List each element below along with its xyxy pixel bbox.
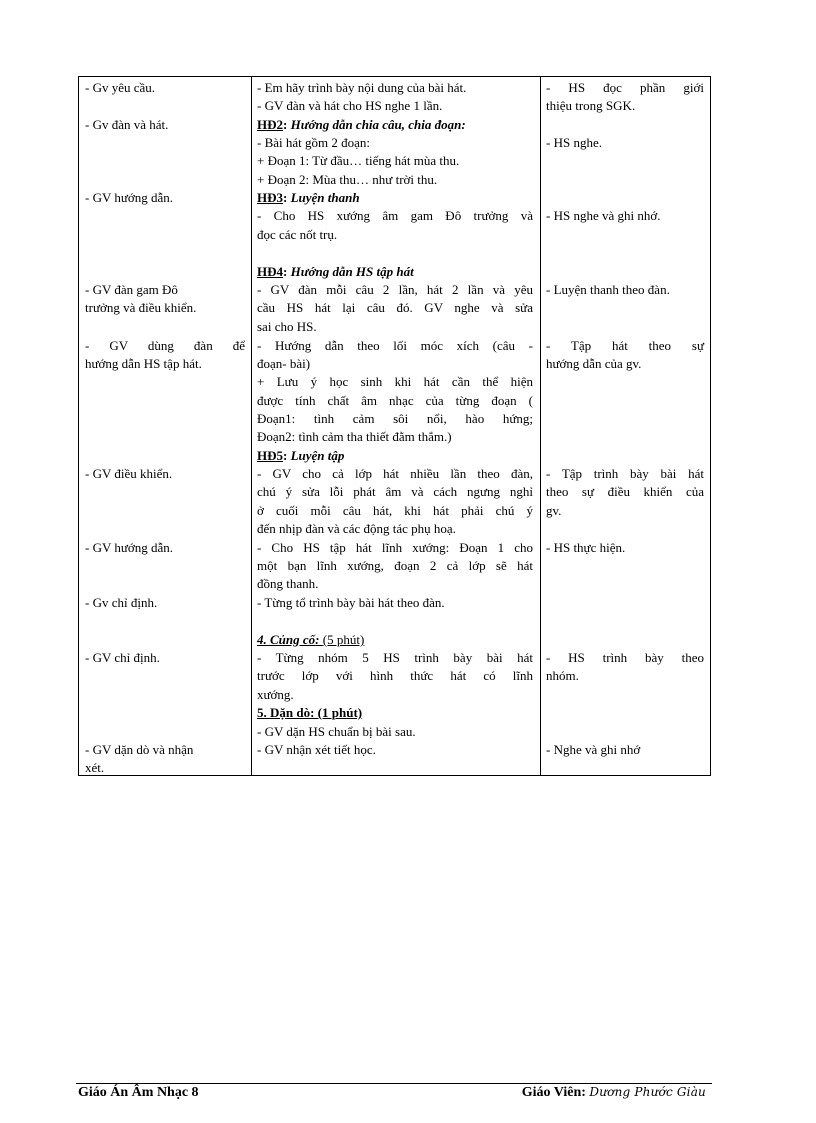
activity-heading: HĐ4: Hướng dẫn HS tập hát (257, 264, 414, 279)
content-line: đoạn- bài) (257, 356, 311, 371)
activity-heading: HĐ2: Hướng dẫn chia câu, chia đoạn: (257, 117, 466, 132)
content-line: ở cuối mỗi câu hát, khi hát phải chú ý (257, 503, 533, 518)
student-activity: gv. (546, 503, 562, 518)
content-line: cầu HS hát lại câu đó. GV nghe và sửa (257, 300, 533, 315)
lesson-table (78, 76, 711, 776)
teacher-activity: - GV điều khiển. (85, 466, 173, 481)
teacher-activity: xét. (85, 760, 105, 775)
student-activity: - HS đọc phần giới (546, 80, 704, 95)
student-activity: theo sự điều khiển của (546, 484, 704, 499)
teacher-activity: - GV hướng dẫn. (85, 540, 174, 555)
teacher-activity: - GV dặn dò và nhận (85, 742, 194, 757)
student-activity: thiệu trong SGK. (546, 98, 636, 113)
content-line: - Bài hát gồm 2 đoạn: (257, 135, 371, 150)
footer-teacher-label: Giáo Viên: (521, 1085, 586, 1100)
teacher-activity: - Gv đàn và hát. (85, 117, 169, 132)
content-line: đến nhịp đàn và các động tác phụ hoạ. (257, 521, 456, 536)
student-activity: - Luyện thanh theo đàn. (546, 282, 670, 297)
content-line: Đoạn1: tình cảm sôi nổi, hào hứng; (257, 411, 533, 426)
column-divider (540, 77, 541, 775)
teacher-activity: - Gv chỉ định. (85, 595, 158, 610)
teacher-activity: hướng dẫn HS tập hát. (85, 356, 202, 371)
content-line: - GV đàn mỗi câu 2 lần, hát 2 lần và yêu (257, 282, 533, 297)
teacher-activity: - GV dùng đàn để (85, 338, 245, 353)
footer-divider (76, 1083, 712, 1084)
teacher-activity: - GV hướng dẫn. (85, 190, 174, 205)
teacher-activity: - GV chỉ định. (85, 650, 160, 665)
student-activity: nhóm. (546, 668, 579, 683)
activity-title: Luyện thanh (290, 190, 360, 205)
content-line: - Em hãy trình bày nội dung của bài hát. (257, 80, 467, 95)
content-line: đọc các nốt trụ. (257, 227, 338, 242)
content-line: chú ý sửa lỗi phát âm và cách ngưng nghỉ (257, 484, 533, 499)
content-line: một bạn lĩnh xướng, đoạn 2 cả lớp sẽ hát (257, 558, 533, 573)
section-heading: 4. Củng cố: (5 phút) (257, 632, 365, 647)
activity-code: HĐ4 (257, 264, 283, 279)
activity-heading: HĐ3: Luyện thanh (257, 190, 360, 205)
activity-code: HĐ2 (257, 117, 283, 132)
footer-teacher (522, 1085, 706, 1101)
activity-title: Hướng dẫn HS tập hát (290, 264, 414, 279)
activity-heading: HĐ5: Luyện tập (257, 448, 345, 463)
section-heading: 5. Dặn dò: (1 phút) (257, 705, 363, 720)
content-line: - Hướng dẫn theo lối móc xích (câu - (257, 338, 533, 353)
activity-code: HĐ3 (257, 190, 283, 205)
student-activity: - Tập trình bày bài hát (546, 466, 704, 481)
content-line: + Đoạn 1: Từ đầu… tiếng hát mùa thu. (257, 153, 460, 168)
activity-code: HĐ5 (257, 448, 283, 463)
content-line: sai cho HS. (257, 319, 317, 334)
student-activity: - HS nghe và ghi nhớ. (546, 208, 661, 223)
teacher-activity: - GV đàn gam Đô (85, 282, 178, 297)
content-line: - GV cho cả lớp hát nhiều lần theo đàn, (257, 466, 533, 481)
footer-title: Giáo Án Âm Nhạc 8 (78, 1085, 199, 1100)
content-line: được tính chất âm nhạc của từng đoạn ( (257, 393, 533, 408)
column-divider (251, 77, 252, 775)
student-activity: - Tập hát theo sự (546, 338, 704, 353)
teacher-activity: - Gv yêu cầu. (85, 80, 156, 95)
footer-teacher-name: Dương Phước Giàu (589, 1085, 706, 1099)
content-line: - GV đàn và hát cho HS nghe 1 lần. (257, 98, 443, 113)
content-line: - GV dặn HS chuẩn bị bài sau. (257, 724, 416, 739)
student-activity: - HS trình bày theo (546, 650, 704, 665)
content-line: - Từng tổ trình bày bài hát theo đàn. (257, 595, 445, 610)
content-line: đồng thanh. (257, 576, 319, 591)
section-time: (5 phút) (322, 632, 365, 647)
activity-title: Luyện tập (290, 448, 345, 463)
student-activity: - HS nghe. (546, 135, 602, 150)
content-line: - GV nhận xét tiết học. (257, 742, 376, 757)
content-line: - Cho HS xướng âm gam Đô trưởng và (257, 208, 533, 223)
content-line: trước lớp với hình thức hát có lĩnh (257, 668, 533, 683)
content-line: + Đoạn 2: Mùa thu… như trời thu. (257, 172, 438, 187)
section-title: 4. Củng cố (257, 632, 316, 647)
content-line: xướng. (257, 687, 294, 702)
student-activity: - HS thực hiện. (546, 540, 626, 555)
content-line: - Từng nhóm 5 HS trình bày bài hát (257, 650, 533, 665)
content-line: - Cho HS tập hát lĩnh xướng: Đoạn 1 cho (257, 540, 533, 555)
content-line: + Lưu ý học sinh khi hát cần thể hiện (257, 374, 533, 389)
teacher-activity: trưởng và điều khiển. (85, 300, 197, 315)
student-activity: - Nghe và ghi nhớ (546, 742, 641, 757)
student-activity: hướng dẫn của gv. (546, 356, 642, 371)
content-line: Đoạn2: tình cảm tha thiết đằm thắm.) (257, 429, 452, 444)
activity-title: Hướng dẫn chia câu, chia đoạn: (290, 117, 466, 132)
